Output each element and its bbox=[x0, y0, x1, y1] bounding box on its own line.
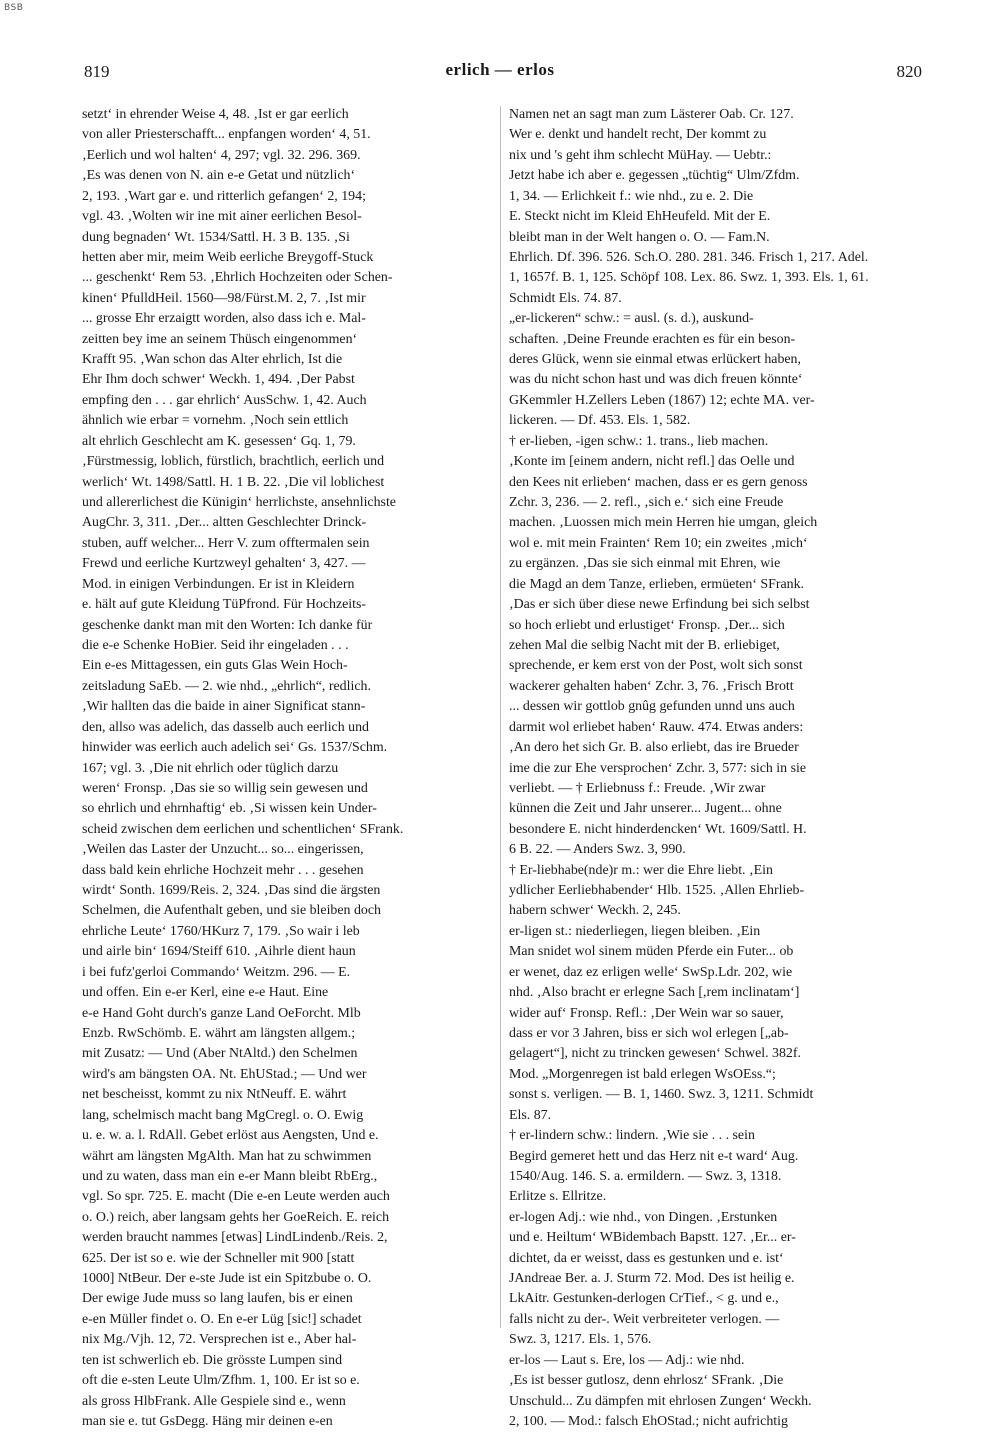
text-line: i bei fufz'gerloi Commando‘ Weitzm. 296. — E. bbox=[82, 964, 351, 980]
text-line: † Er-liebhabe(nde)r m.: wer die Ehre liebt. ‚Ein bbox=[509, 862, 773, 878]
text-line: währt am längsten MgAlth. Man hat zu schwimmen bbox=[82, 1148, 372, 1164]
text-line: GKemmler H.Zellers Leben (1867) 12; echte MA. ver- bbox=[509, 392, 815, 408]
text-line: zu ergänzen. ‚Das sie sich einmal mit Ehren, wie bbox=[509, 556, 781, 572]
right-page-number: 820 bbox=[896, 62, 922, 81]
text-line: ‚Wir hallten das die baide in ainer Significat stann- bbox=[82, 699, 366, 715]
text-line: 625. Der ist so e. wie der Schneller mit 900 [statt bbox=[82, 1250, 355, 1266]
text-line: ... dessen wir gottlob gnûg gefunden unnd uns auch bbox=[509, 699, 795, 715]
text-line: Mod. in einigen Verbindungen. Er ist in Kleidern bbox=[82, 576, 355, 592]
text-line: LkAitr. Gestunken-derlogen CrTief., < g. und e., bbox=[509, 1291, 779, 1307]
text-line: Schmidt Els. 74. 87. bbox=[509, 290, 622, 306]
text-line: kinen‘ PfulldHeil. 1560—98/Fürst.M. 2, 7. ‚Ist mir bbox=[82, 290, 366, 306]
text-line: Namen net an sagt man zum Lästerer Oab. Cr. 127. bbox=[509, 107, 794, 122]
column-divider bbox=[500, 106, 501, 1328]
text-line: zeitsladung SaEb. — 2. wie nhd., „ehrlich“, redlich. bbox=[82, 678, 371, 694]
left-column bbox=[82, 105, 502, 1432]
text-line: wol e. mit mein Frainten‘ Rem 10; ein zweites ‚mich‘ bbox=[509, 535, 808, 551]
text-line: † er-lindern schw.: lindern. ‚Wie sie . . . sein bbox=[509, 1128, 755, 1144]
text-line: so hoch erliebt und erlustiget‘ Fronsp. ‚Der... sich bbox=[509, 617, 785, 633]
text-line: net bescheisst, kommt zu nix NtNeuff. E. währt bbox=[82, 1087, 347, 1103]
text-line: dichtet, da er weisst, dass es gestunken und e. ist‘ bbox=[509, 1250, 784, 1266]
text-line: scheid zwischen dem eerlichen und schentlichen‘ SFrank. bbox=[82, 821, 404, 837]
text-line: bleibt man in der Welt hangen o. O. — Fam.N. bbox=[509, 229, 770, 245]
text-line: 2, 193. ‚Wart gar e. und ritterlich gefangen‘ 2, 194; bbox=[82, 188, 366, 204]
text-line: Zchr. 3, 236. — 2. refl., ‚sich e.‘ sich eine Freude bbox=[509, 495, 784, 511]
text-line: AugChr. 3, 311. ‚Der... altten Geschlechter Drinck- bbox=[82, 515, 367, 531]
text-line: ‚Es ist besser gutlosz, denn ehrlosz‘ SFrank. ‚Die bbox=[509, 1373, 784, 1389]
text-line: weren‘ Fronsp. ‚Das sie so willig sein gewesen und bbox=[82, 780, 368, 796]
text-line: die e-e Schenke HoBier. Seid ihr eingeladen . . . bbox=[82, 637, 349, 653]
text-line: wird's am bängsten OA. Nt. EhUStad.; — Und wer bbox=[82, 1066, 367, 1082]
text-line: und zu waten, dass man ein e-er Mann bleibt RbErg., bbox=[82, 1168, 378, 1184]
text-line: wackerer gehalten haben‘ Zchr. 3, 76. ‚Frisch Brott bbox=[509, 678, 794, 694]
text-line: ‚Das er sich über diese newe Erfindung bei sich selbst bbox=[509, 597, 810, 613]
text-line: die Magd an dem Tanze, erlieben, ermüeten‘ SFrank. bbox=[509, 576, 804, 592]
right-column bbox=[509, 105, 929, 1432]
text-line: Swz. 3, 1217. Els. 1, 576. bbox=[509, 1332, 652, 1348]
text-line: o. O.) reich, aber langsam gehts her GoeReich. E. reich bbox=[82, 1209, 390, 1225]
text-line: JAndreae Ber. a. J. Sturm 72. Mod. Des ist heilig e. bbox=[509, 1271, 795, 1287]
text-line: dung begnaden‘ Wt. 1534/Sattl. H. 3 B. 135. ‚Si bbox=[82, 229, 350, 245]
text-line: wider auf‘ Fronsp. Refl.: ‚Der Wein war so sauer, bbox=[509, 1005, 784, 1021]
text-line: deres Glück, wenn sie einmal etwas erlückert haben, bbox=[509, 352, 801, 368]
text-line: den, allso was adelich, das dasselb auch eerlich und bbox=[82, 719, 369, 735]
text-line: ‚Weilen das Laster der Unzucht... so... eingerissen, bbox=[82, 842, 364, 858]
text-line: so ehrlich und ehrnhaftig‘ eb. ‚Si wissen kein Under- bbox=[82, 801, 377, 817]
text-line: Jetzt habe ich aber e. gegessen „tüchtig“ Ulm/Zfdm. bbox=[509, 168, 800, 184]
text-line: empfing den . . . gar ehrlich‘ AusSchw. 1, 42. Auch bbox=[82, 392, 367, 408]
text-line: e. hält auf gute Kleidung TüPfrond. Für Hochzeits- bbox=[82, 597, 367, 613]
text-line: werlich‘ Wt. 1498/Sattl. H. 1 B. 22. ‚Die vil loblichest bbox=[82, 474, 385, 490]
running-head: erlich — erlos bbox=[445, 60, 555, 79]
text-line: nix und 's geht ihm schlecht MüHay. — Uebtr.: bbox=[509, 147, 772, 163]
text-line: ydlicher Eerliebhabender‘ Hlb. 1525. ‚Allen Ehrlieb- bbox=[509, 883, 805, 899]
text-line: zehen Mal die selbig Nacht mit der B. erliebiget, bbox=[509, 637, 780, 653]
text-line: zeitten bey ime an seinem Thüsch eingenommen‘ bbox=[82, 331, 358, 347]
text-line: Erlitze s. Ellritze. bbox=[509, 1189, 607, 1205]
text-line: Mod. „Morgenregen ist bald erlegen WsOEss.“; bbox=[509, 1066, 776, 1082]
text-line: lickeren. — Df. 453. Els. 1, 582. bbox=[509, 413, 691, 429]
text-line: Man snidet wol sinem müden Pferde ein Futer... ob bbox=[509, 944, 794, 960]
text-line: besondere E. nicht hinderdencken‘ Wt. 1609/Sattl. H. bbox=[509, 821, 807, 837]
text-line: 1, 34. — Erlichkeit f.: wie nhd., zu e. 2. Die bbox=[509, 188, 754, 204]
text-line: hinwider was eerlich auch adelich sei‘ Gs. 1537/Schm. bbox=[82, 740, 388, 756]
text-line: und offen. Ein e-er Kerl, eine e-e Haut. Eine bbox=[82, 985, 329, 1001]
text-line: darmit wol erliebet haben‘ Rauw. 474. Etwas anders: bbox=[509, 719, 804, 735]
text-line: Frewd und eerliche Kurtzweyl gehalten‘ 3, 427. — bbox=[82, 556, 366, 572]
text-line: ime die zur Ehe versprochen‘ Zchr. 3, 577: sich in sie bbox=[509, 760, 807, 776]
text-line: sonst s. verligen. — B. 1, 1460. Swz. 3, 1211. Schmidt bbox=[509, 1087, 814, 1103]
text-line: ähnlich wie erbar = vornehm. ‚Noch sein ettlich bbox=[82, 413, 349, 429]
text-line: sprechende, er kem erst von der Post, wolt sich sonst bbox=[509, 658, 803, 674]
text-line: Wer e. denkt und handelt recht, Der kommt zu bbox=[509, 127, 767, 143]
text-line: gelagert“], nicht zu trincken gewesen‘ Schwel. 382f. bbox=[509, 1046, 801, 1062]
text-line: was du nicht schon hast und was dich freuen könnte‘ bbox=[509, 372, 803, 388]
text-line: 1540/Aug. 146. S. a. ermildern. — Swz. 3, 1318. bbox=[509, 1168, 782, 1184]
text-line: er-logen Adj.: wie nhd., von Dingen. ‚Erstunken bbox=[509, 1209, 778, 1225]
text-line: e-e Hand Goht durch's ganze Land OeForcht. Mlb bbox=[82, 1005, 361, 1021]
text-line: er-los — Laut s. Ere, los — Adj.: wie nhd. bbox=[509, 1352, 745, 1368]
text-line: Enzb. RwSchömb. E. währt am längsten allgem.; bbox=[82, 1025, 356, 1041]
text-line: Krafft 95. ‚Wan schon das Alter ehrlich, Ist die bbox=[82, 352, 343, 368]
text-line: 2, 100. — Mod.: falsch EhOStad.; nicht aufrichtig bbox=[509, 1414, 788, 1429]
text-line: Begird gemeret hett und das Herz nit e-t ward‘ Aug. bbox=[509, 1148, 799, 1164]
text-line: oft die e-sten Leute Ulm/Zfhm. 1, 100. Er ist so e. bbox=[82, 1373, 360, 1389]
text-line: nhd. ‚Also bracht er erlegne Sach [,rem inclinatam‘] bbox=[509, 985, 800, 1001]
text-line: er-ligen st.: niederliegen, liegen bleiben. ‚Ein bbox=[509, 923, 761, 939]
text-line: 167; vgl. 3. ‚Die nit ehrlich oder tüglich darzu bbox=[82, 760, 339, 776]
text-line: den Kees nit erlieben‘ machen, dass er es gern genoss bbox=[509, 474, 808, 490]
text-line: Els. 87. bbox=[509, 1107, 552, 1123]
text-line: von aller Priesterschafft... enpfangen worden‘ 4, 51. bbox=[82, 127, 371, 143]
text-line: ‚Fürstmessig, loblich, fürstlich, brachtlich, eerlich und bbox=[82, 454, 385, 470]
text-line: ‚Es was denen von N. ain e-e Getat und nützlich‘ bbox=[82, 168, 356, 184]
text-line: und airle bin‘ 1694/Steiff 610. ‚Aihrle dient haun bbox=[82, 944, 356, 960]
text-line: u. e. w. a. l. RdAll. Gebet erlöst aus Aengsten, Und e. bbox=[82, 1128, 379, 1144]
text-line: Unschuld... Zu dämpfen mit ehrlosen Zungen‘ Weckh. bbox=[509, 1393, 812, 1409]
text-line: E. Steckt nicht im Kleid EhHeufeld. Mit der E. bbox=[509, 209, 771, 225]
text-line: schaften. ‚Deine Freunde erachten es für ein beson- bbox=[509, 331, 796, 347]
text-line: hetten aber mir, meim Weib eerliche Breygoff-Stuck bbox=[82, 249, 374, 265]
text-line: 6 B. 22. — Anders Swz. 3, 990. bbox=[509, 842, 686, 858]
left-page-number: 819 bbox=[84, 62, 110, 81]
text-line: ‚Konte im [einem andern, nicht refl.] das Oelle und bbox=[509, 454, 795, 470]
text-line: mit Zusatz: — Und (Aber NtAltd.) den Schelmen bbox=[82, 1046, 358, 1062]
text-line: nix Mg./Vjh. 12, 72. Versprechen ist e., Aber hal- bbox=[82, 1332, 357, 1348]
text-line: 1, 1657f. B. 1, 125. Schöpf 108. Lex. 86. Swz. 1, 393. Els. 1, 61. bbox=[509, 270, 869, 286]
text-line: habern schwer‘ Weckh. 2, 245. bbox=[509, 903, 681, 919]
text-line: Ein e-es Mittagessen, ein guts Glas Wein Hoch- bbox=[82, 658, 348, 674]
text-line: ‚Eerlich und wol halten‘ 4, 297; vgl. 32. 296. 369. bbox=[82, 147, 361, 163]
text-line: geschenke dankt man mit den Worten: Ich danke für bbox=[82, 617, 373, 633]
text-line: falls nicht zu der-. Weit verbreiteter verlogen. — bbox=[509, 1311, 780, 1327]
text-line: lang, schelmisch macht bang MgCregl. o. O. Ewig bbox=[82, 1107, 364, 1123]
text-line: vgl. So spr. 725. E. macht (Die e-en Leute werden auch bbox=[82, 1189, 390, 1205]
text-line: dass bald kein ehrliche Hochzeit mehr . . . gesehen bbox=[82, 862, 364, 878]
text-line: verliebt. — † Erliebnuss f.: Freude. ‚Wir zwar bbox=[509, 780, 766, 796]
text-line: wirdt‘ Sonth. 1699/Reis. 2, 324. ‚Das sind die ärgsten bbox=[82, 883, 381, 899]
text-line: alt ehrlich Geschlecht am K. gesessen‘ Gq. 1, 79. bbox=[82, 433, 356, 449]
text-line: † er-lieben, -igen schw.: 1. trans., lieb machen. bbox=[509, 433, 769, 449]
text-line: er wenet, daz ez erligen welle‘ SwSp.Ldr. 202, wie bbox=[509, 964, 793, 980]
text-line: und e. Heiltum‘ WBidembach Bapstt. 127. ‚Er... er- bbox=[509, 1230, 796, 1246]
text-line: dass er vor 3 Jahren, biss er sich wol erlegen [„ab- bbox=[509, 1025, 789, 1041]
text-line: und allererlichest die Künigin‘ herrlichste, ansehnlichste bbox=[82, 495, 396, 511]
text-line: ehrliche Leute‘ 1760/HKurz 7, 179. ‚So wair i leb bbox=[82, 923, 360, 939]
text-line: ... geschenkt‘ Rem 53. ‚Ehrlich Hochzeiten oder Schen- bbox=[82, 270, 393, 286]
text-line: ‚An dero het sich Gr. B. also erliebt, das ire Brueder bbox=[509, 740, 799, 756]
text-line: stuben, auff welcher... Herr V. zum offtermalen sein bbox=[82, 535, 370, 551]
text-line: vgl. 43. ‚Wolten wir ine mit ainer eerlichen Besol- bbox=[82, 209, 362, 225]
text-line: man sie e. tut GsDegg. Häng mir deinen e-en bbox=[82, 1414, 333, 1429]
text-line: e-en Müller findet o. O. En e-er Lüg [sic!] schadet bbox=[82, 1311, 362, 1327]
text-line: ... grosse Ehr erzaigtt worden, also dass ich e. Mal- bbox=[82, 311, 366, 327]
text-line: künnen die Zeit und Jahr unserer... Jugent... ohne bbox=[509, 801, 782, 817]
library-stamp: BSB bbox=[4, 3, 24, 13]
text-line: als gross HlbFrank. Alle Gespiele sind e., wenn bbox=[82, 1393, 346, 1409]
text-line: Schelmen, die Aufenthalt geben, und sie bleiben doch bbox=[82, 903, 381, 919]
text-line: machen. ‚Luossen mich mein Herren hie umgan, gleich bbox=[509, 515, 818, 531]
text-line: Ehr Ihm doch schwer‘ Weckh. 1, 494. ‚Der Pabst bbox=[82, 372, 355, 388]
text-line: Der ewige Jude muss so lang laufen, bis er einen bbox=[82, 1291, 353, 1307]
text-line: „er-lickeren“ schw.: = ausl. (s. d.), auskund- bbox=[509, 311, 754, 327]
text-line: 1000] NtBeur. Der e-ste Jude ist ein Spitzbube o. O. bbox=[82, 1271, 372, 1287]
text-line: Ehrlich. Df. 396. 526. Sch.O. 280. 281. 346. Frisch 1, 217. Adel. bbox=[509, 249, 869, 265]
text-line: setzt‘ in ehrender Weise 4, 48. ‚Ist er gar eerlich bbox=[82, 107, 349, 122]
text-line: ten ist schwerlich eb. Die grösste Lumpen sind bbox=[82, 1352, 343, 1368]
text-line: werden braucht nammes [etwas] LindLindenb./Reis. 2, bbox=[82, 1230, 388, 1246]
